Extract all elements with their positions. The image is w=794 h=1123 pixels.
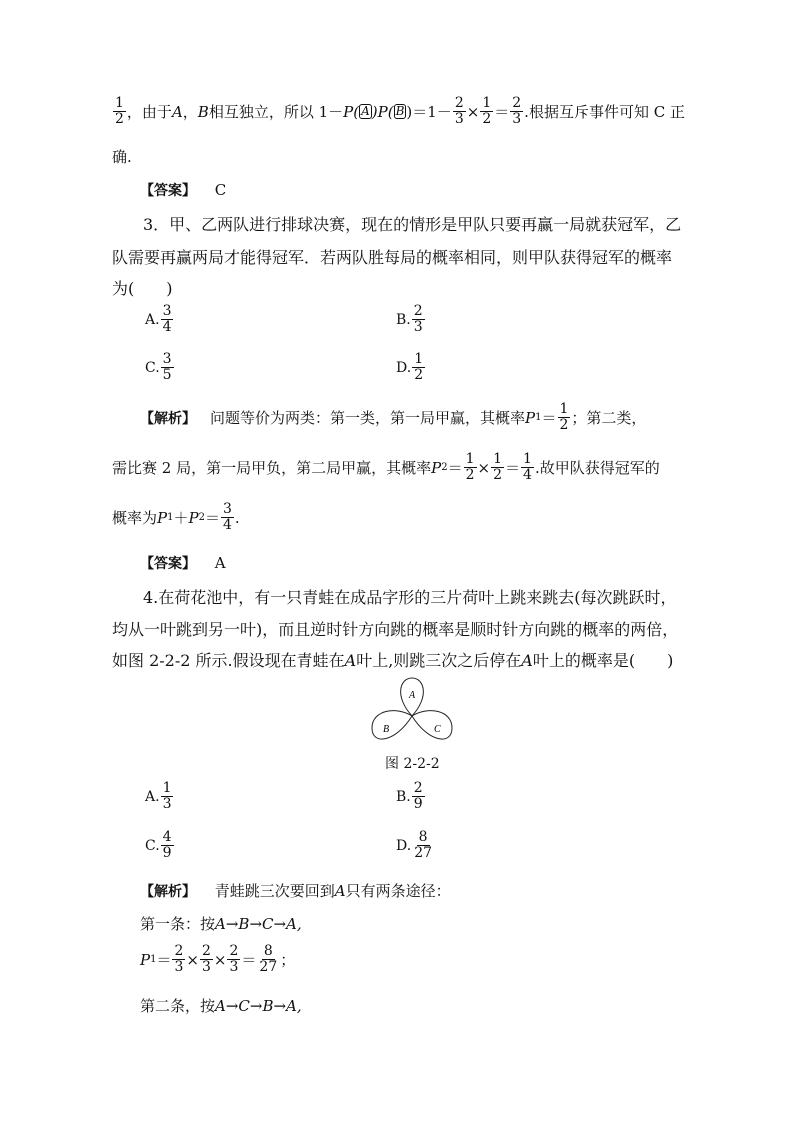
leaf-b-label: B: [383, 724, 390, 735]
option-a[interactable]: A. $\frac{3}{4}$: [145, 303, 172, 335]
option-c[interactable]: C. $\frac{3}{5}$: [145, 351, 172, 383]
solution-4-line-4: 第二条，按A→C→B→A,: [140, 997, 302, 1015]
question-4-line-3: 如图 2-2-2 所示.假设现在青蛙在A叶上,则跳三次之后停在A叶上的概率是( ): [112, 651, 674, 670]
solution-line-2: 确.: [112, 148, 132, 166]
question-4-line-2: 均从一叶跳到另一叶)，而且逆时针方向跳的概率是顺时针方向跳的概率的两倍，: [112, 620, 679, 639]
solution-4-line-1: 【解析】 青蛙跳三次要回到A只有两条途径：: [140, 882, 451, 900]
leaf-c-shape: [412, 711, 452, 739]
question-3-line-3: 为( ): [112, 279, 173, 298]
answer-tag: 【答案】 C: [140, 181, 227, 199]
fraction: $\frac{1}{2}$: [115, 95, 124, 127]
solution-line-1: $\frac{1}{2}$ ，由于 A ， B 相互独立，所以 1 － P( A )P( B )＝1－ $\frac{2}{3}$ × $\frac{1}{2}$ ＝ $\frac{2}{3}$ .根据互斥事件可知 C 正: [115, 95, 685, 127]
question-4-line-1: 4.在荷花池中，有一只青蛙在成品字形的三片荷叶上跳来跳去(每次跳跃时，: [143, 588, 677, 607]
leaf-b-shape: [372, 711, 412, 739]
option-b[interactable]: B. $\frac{2}{3}$: [396, 303, 423, 335]
leaf-c-label: C: [434, 724, 441, 735]
solution-4-line-3: P 1 ＝ $\frac{2}{3}$ × $\frac{2}{3}$ × $\frac{2}{3}$ ＝ $\frac{8}{27}$ ；: [140, 943, 296, 975]
leaf-a-label: A: [409, 690, 416, 701]
option-c[interactable]: C. $\frac{4}{9}$: [145, 829, 172, 861]
solution-3-line-3: 概率为 P 1 ＋ P 2 ＝ $\frac{3}{4}$ .: [112, 501, 240, 533]
figure-caption: 图 2-2-2: [385, 756, 440, 772]
option-d[interactable]: D. $\frac{8}{27}$: [396, 829, 433, 861]
option-a[interactable]: A. $\frac{1}{3}$: [145, 780, 172, 812]
option-d[interactable]: D. $\frac{1}{2}$: [396, 351, 424, 383]
option-b[interactable]: B. $\frac{2}{9}$: [396, 780, 423, 812]
question-3-line-1: 3．甲、乙两队进行排球决赛，现在的情形是甲队只要再赢一局就获冠军，乙: [143, 215, 682, 234]
solution-3-line-2: 需比赛 2 局，第一局甲负，第二局甲赢，其概率 P 2 ＝ $\frac{1}{2}$ × $\frac{1}{2}$ ＝ $\frac{1}{4}$ .故甲队获得冠军的: [112, 451, 660, 483]
solution-4-line-2: 第一条：按A→B→C→A,: [140, 915, 302, 933]
solution-3-line-1: 【 解析 】 问题等价为两类：第一类，第一局甲赢，其概率 P 1 ＝ $\frac{1}{2}$ ；第二类，: [140, 401, 647, 433]
answer-tag: 【答案】 A: [140, 554, 226, 572]
lotus-leaf-figure: [366, 676, 458, 754]
question-3-line-2: 队需要再赢两局才能得冠军．若两队胜每局的概率相同，则甲队获得冠军的概率: [112, 248, 673, 267]
